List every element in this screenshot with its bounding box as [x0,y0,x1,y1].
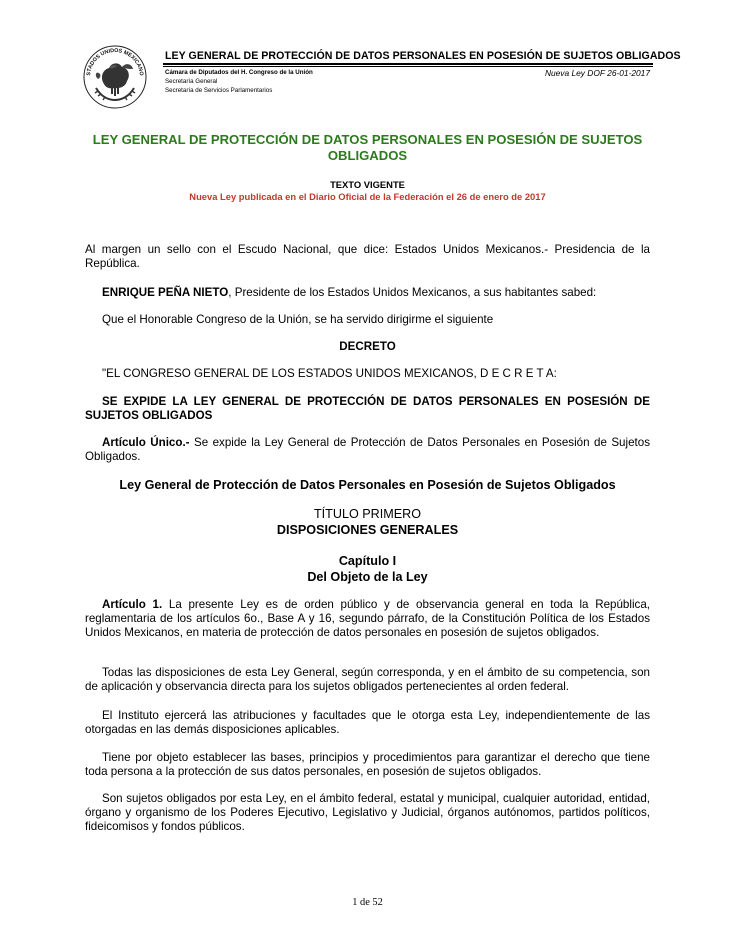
articulo-1 [85,598,650,640]
texto-vigente: TEXTO VIGENTE [330,179,405,190]
articulo-unico-label: Artículo Único.- [102,436,190,449]
paragraph-presidente [85,286,650,300]
law-title: LEY GENERAL DE PROTECCIÓN DE DATOS PERSONALES EN POSESIÓN DE SUJETOS OBLIGADOS [92,132,643,163]
decreto-heading: DECRETO [339,340,396,353]
page-number: 1 de 52 [352,897,383,908]
header-rule-thin [163,66,653,67]
header-dof-note: Nueva Ley DOF 26-01-2017 [544,68,650,78]
paragraph-congreso: Que el Honorable Congreso de la Unión, se ha servido dirigirme el siguiente [102,313,494,326]
disposiciones-generales: DISPOSICIONES GENERALES [276,523,459,537]
header-secretaria-servicios: Secretaría de Servicios Parlamentarios [165,87,273,94]
articulo-1-text: La presente Ley es de orden público y de observancia general en toda la República, reglamentaria de los artículos 6o., Base A y 16, segundo párrafo, de la Constitución Política de los Estados Unidos Mexicanos, en materia de protección de datos personales en posesión de sujetos obligados. [85,598,650,639]
president-name: ENRIQUE PEÑA NIETO [102,286,229,299]
header-chamber: Cámara de Diputados del H. Congreso de la Unión [165,69,313,76]
paragraph-articulo-unico [85,436,650,464]
paragraph-margen: Al margen un sello con el Escudo Nacional, que dice: Estados Unidos Mexicanos.- Presidencia de la República. [85,243,650,270]
ley-heading: Ley General de Protección de Datos Personales en Posesión de Sujetos Obligados [119,478,616,492]
paragraph-decreta: "EL CONGRESO GENERAL DE LOS ESTADOS UNIDOS MEXICANOS, D E C R E T A: [102,367,557,380]
articulo-unico-text: Se expide la Ley General de Protección de Datos Personales en Posesión de Sujetos Obligados. [85,436,650,463]
header-rule [163,63,653,65]
articulo-1-paragraph-5: Son sujetos obligados por esta Ley, en el ámbito federal, estatal y municipal, cualquier autoridad, entidad, órgano y organismo de los Poderes Ejecutivo, Legislativo y Judicial, órganos autónomos, partidos políticos, fideicomisos y fondos públicos. [85,792,650,833]
articulo-1-paragraph-2: Todas las disposiciones de esta Ley General, según corresponda, y en el ámbito de su competencia, son de aplicación y observancia directa para los sujetos obligados pertenecientes al orden federal. [85,666,650,693]
paragraph-presidente-text: , Presidente de los Estados Unidos Mexicanos, a sus habitantes sabed: [228,286,597,299]
articulo-1-paragraph-3: El Instituto ejercerá las atribuciones y facultades que le otorga esta Ley, independientemente de las otorgadas en las demás disposiciones aplicables. [85,709,650,736]
header-secretaria-general: Secretaría General [165,78,218,85]
seal-text: STADOS UNIDOS MEXICANO [85,47,145,77]
national-seal-icon [82,44,148,110]
paragraph-expide: SE EXPIDE LA LEY GENERAL DE PROTECCIÓN DE DATOS PERSONALES EN POSESIÓN DE SUJETOS OBLIGADOS [85,395,650,422]
articulo-1-paragraph-4: Tiene por objeto establecer las bases, principios y procedimientos para garantizar el derecho que tiene toda persona a la protección de sus datos personales, en posesión de sujetos obligados. [85,751,650,778]
capitulo-number: Capítulo I [338,554,397,568]
running-header-title: LEY GENERAL DE PROTECCIÓN DE DATOS PERSONALES EN POSESIÓN DE SUJETOS OBLIGADOS [165,50,681,62]
capitulo-name: Del Objeto de la Ley [307,570,428,584]
articulo-1-label: Artículo 1. [102,598,163,611]
titulo-primero: TÍTULO PRIMERO [313,507,422,521]
publication-note: Nueva Ley publicada en el Diario Oficial de la Federación el 26 de enero de 2017 [189,191,546,202]
